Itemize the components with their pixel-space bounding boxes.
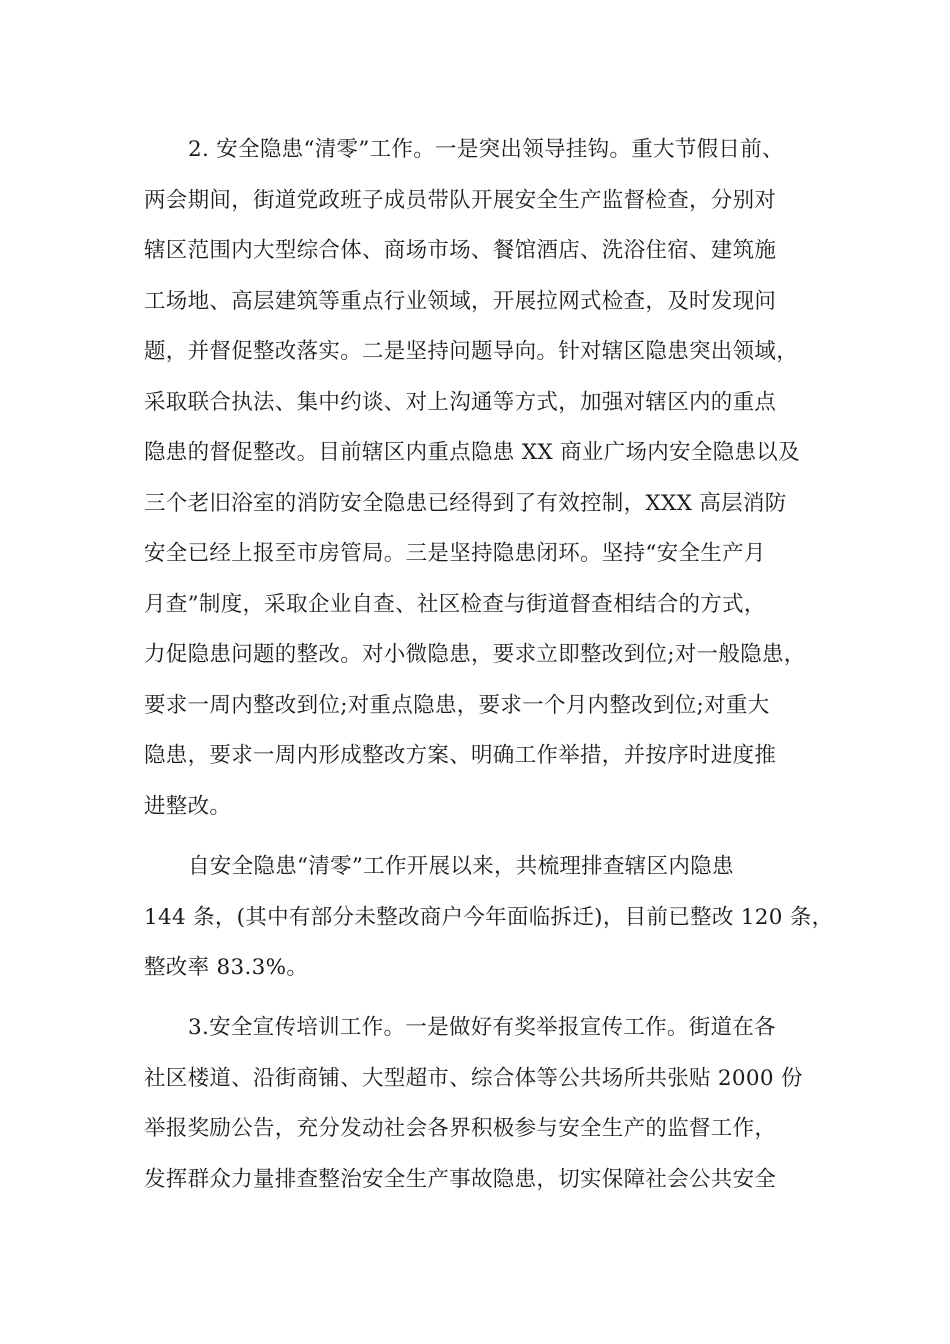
text-line: 题，并督促整改落实。二是坚持问题导向。针对辖区隐患突出领域， — [144, 339, 799, 364]
text-line: 隐患，要求一周内形成整改方案、明确工作举措，并按序时进度推 — [144, 743, 777, 768]
text-line: 社区楼道、沿街商铺、大型超市、综合体等公共场所共张贴 2000 份 — [144, 1066, 803, 1091]
text-line: 辖区范围内大型综合体、商场市场、餐馆酒店、洗浴住宿、建筑施 — [144, 238, 777, 263]
text-line: 隐患的督促整改。目前辖区内重点隐患 XX 商业广场内安全隐患以及 — [144, 440, 800, 465]
text-line: 举报奖励公告，充分发动社会各界积极参与安全生产的监督工作， — [144, 1116, 777, 1141]
text-line: 自安全隐患“清零”工作开展以来，共梳理排查辖区内隐患 — [188, 854, 734, 879]
text-line: 整改率 83.3%。 — [144, 955, 309, 980]
text-line: 工场地、高层建筑等重点行业领域，开展拉网式检查，及时发现问 — [144, 289, 777, 314]
text-line: 月查”制度，采取企业自查、社区检查与街道督查相结合的方式， — [144, 592, 766, 617]
text-line: 三个老旧浴室的消防安全隐患已经得到了有效控制，XXX 高层消防 — [144, 491, 787, 516]
text-line: 进整改。 — [144, 794, 232, 819]
text-line: 安全已经上报至市房管局。三是坚持隐患闭环。坚持“安全生产月 — [144, 541, 766, 566]
text-line: 2. 安全隐患“清零”工作。一是突出领导挂钩。重大节假日前、 — [188, 137, 784, 162]
text-line: 3.安全宣传培训工作。一是做好有奖举报宣传工作。街道在各 — [188, 1015, 776, 1040]
text-line: 发挥群众力量排查整治安全生产事故隐患，切实保障社会公共安全 — [144, 1167, 777, 1192]
text-line: 144 条，(其中有部分未整改商户今年面临拆迁)，目前已整改 120 条， — [144, 905, 834, 930]
text-line: 要求一周内整改到位;对重点隐患，要求一个月内整改到位;对重大 — [144, 693, 770, 718]
text-line: 采取联合执法、集中约谈、对上沟通等方式，加强对辖区内的重点 — [144, 390, 777, 415]
text-line: 两会期间，街道党政班子成员带队开展安全生产监督检查，分别对 — [144, 188, 777, 213]
text-line: 力促隐患问题的整改。对小微隐患，要求立即整改到位;对一般隐患， — [144, 642, 806, 667]
